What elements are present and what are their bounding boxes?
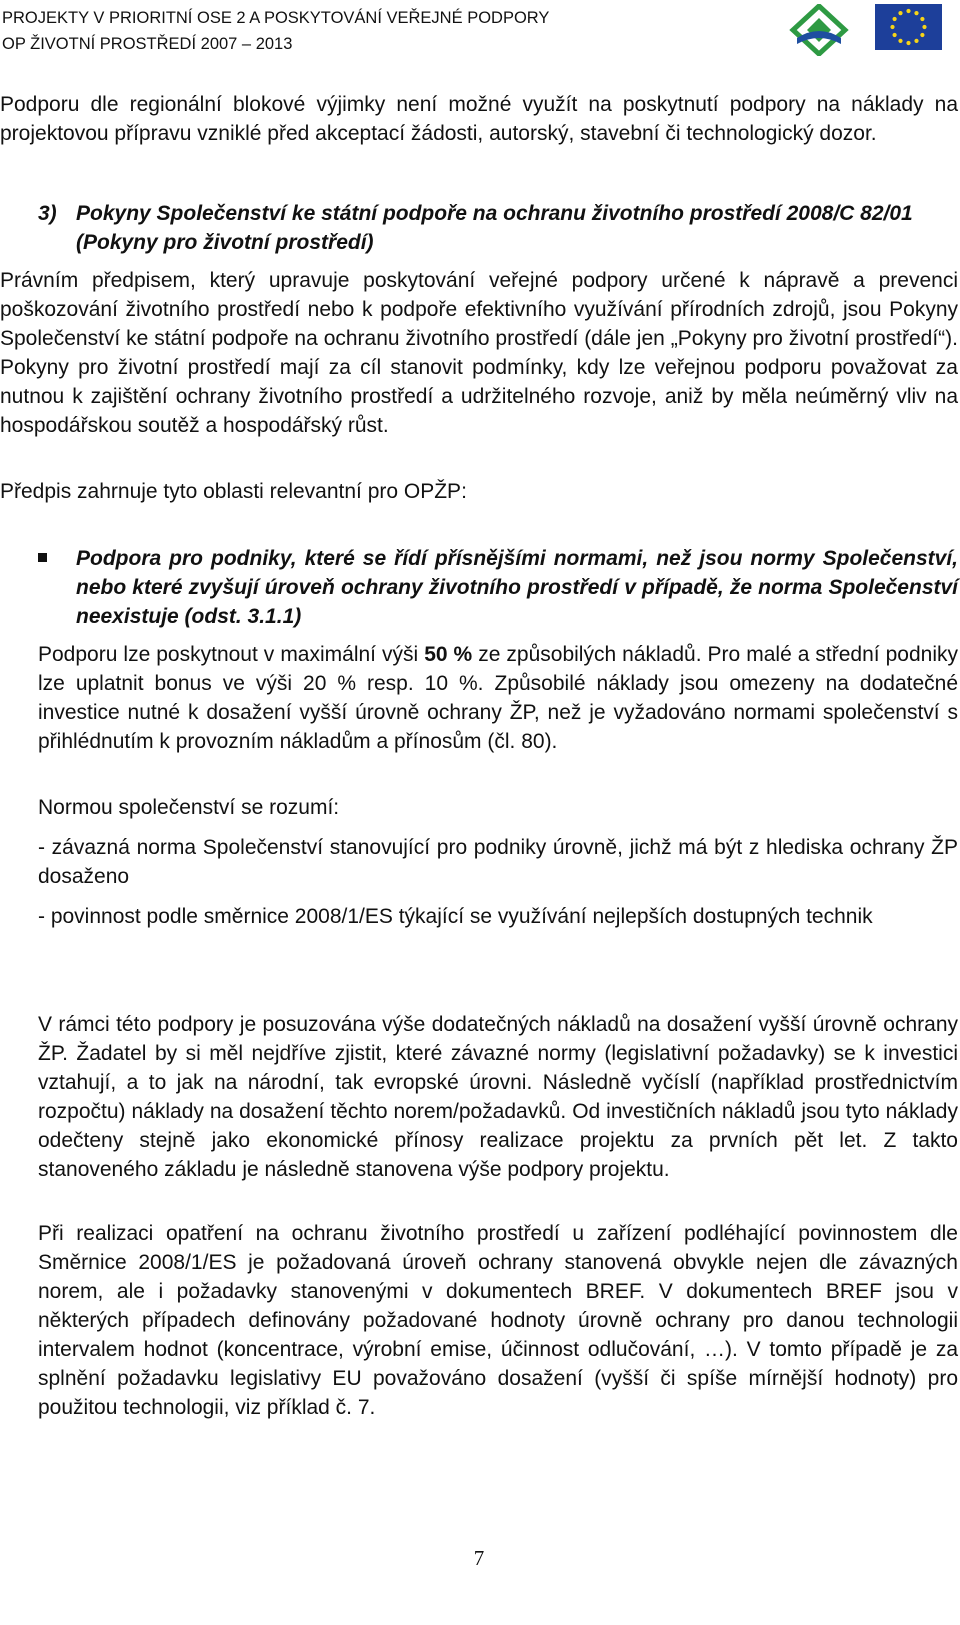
intro-paragraph: Podporu dle regionální blokové výjimky není možné využít na poskytnutí podpory na náklady na projektovou přípravu vzniklé před akceptací žádosti, autorský, stavební či technologický dozor. [0,93,958,145]
paragraph-bref: Při realizaci opatření na ochranu životního prostředí u zařízení podléhající povinnostem dle Směrnice 2008/1/ES je požadovaná úroveň ochrany stanovená obvykle nejen dle závazných norem, ale i požadavky stanovenými v dokumentech BREF. V dokumentech BREF jsou v některých případech definovány požadované hodnoty úrovně ochrany pro danou technologii intervalem hodnot (koncentrace, výrobní emise, účinnost odlučování, …). V tomto případě je za splnění požadavku legislativy EU považováno dosažení (vyšší či spíše mírnější hodnoty) pro použitou technologii, viz příklad č. 7. [38,1222,958,1419]
paragraph-max-support-b: ze způsobilých nákladů. Pro malé a střední podniky lze uplatnit bonus ve výši 20 % resp. 10 %. Způsobilé náklady jsou omezeny na dodatečné investice nutné k dosažení vyšší úrovně ochrany ŽP, než je vyžadováno normami společenství s přihlédnutím k provozním nákladům a přínosům (čl. 80). [38,643,959,753]
max-percent: 50 % [424,643,473,666]
eu-flag-icon [875,4,942,50]
header-subtitle: OP ŽIVOTNÍ PROSTŘEDÍ 2007 – 2013 [2,35,293,53]
bullet-text: Podpora pro podniky, které se řídí přísnějšími normami, než jsou normy Společenství, nebo které zvyšují úroveň ochrany životního prostředí v případě, že norma Společenství neexistuje (odst. 3.1.1) [76,547,958,628]
paragraph-legal-basis: Právním předpisem, který upravuje poskytování veřejné podpory určené k nápravě a prevenci poškozování životního prostředí nebo k podpoře efektivního využívání přírodních zdrojů, jsou Pokyny Společenství ke státní podpoře na ochranu životního prostředí (dále jen „Pokyny pro životní prostředí“). Pokyny pro životní prostředí mají za cíl stanovit podmínky, kdy lze veřejnou podporu považovat za nutnou k zajištění ochrany životního prostředí a udržitelného rozvoje, aniž by měla neúměrný vliv na hospodářskou soutěž a hospodářský růst. [0,269,958,437]
page-header [2,2,958,58]
header-title: PROJEKTY V PRIORITNÍ OSE 2 A POSKYTOVÁNÍ VEŘEJNÉ PODPORY [2,9,550,27]
paragraph-max-support-a: Podporu lze poskytnout v maximální výši [38,643,425,666]
section-heading [38,199,958,257]
mzp-logo-icon [789,4,849,56]
bullet-square-icon [38,553,47,562]
paragraph-norm-item-2: - povinnost podle směrnice 2008/1/ES týkající se využívání nejlepších dostupných technik [38,905,873,928]
paragraph-max-support [38,640,958,756]
list-item [38,544,958,631]
paragraph-norm-item-1: - závazná norma Společenství stanovující pro podniky úrovně, jichž má být z hlediska ochrany ŽP dosaženo [38,836,958,888]
section-title: Pokyny Společenství ke státní podpoře na ochranu životního prostředí 2008/C 82/01 (Pokyny pro životní prostředí) [76,202,913,254]
page-number: 7 [473,1546,485,1570]
section-number: 3) [38,202,57,225]
paragraph-norm-definition: Normou společenství se rozumí: [38,796,340,819]
paragraph-cost-assessment: V rámci této podpory je posuzována výše dodatečných nákladů na dosažení vyšší úrovně ochrany ŽP. Žadatel by si měl nejdříve zjistit, které závazné normy (legislativní požadavky) se k investici vztahují, a to jak na národní, tak evropské úrovni. Následně vyčíslí (například prostřednictvím rozpočtu) náklady na dosažení těchto norem/požadavků. Od investičních nákladů jsou tyto náklady odečteny stejně jako ekonomické přínosy realizace projektu za prvních pět let. Z takto stanoveného základu je následně stanovena výše podpory projektu. [38,1013,958,1181]
paragraph-areas-intro: Předpis zahrnuje tyto oblasti relevantní pro OPŽP: [0,480,467,503]
